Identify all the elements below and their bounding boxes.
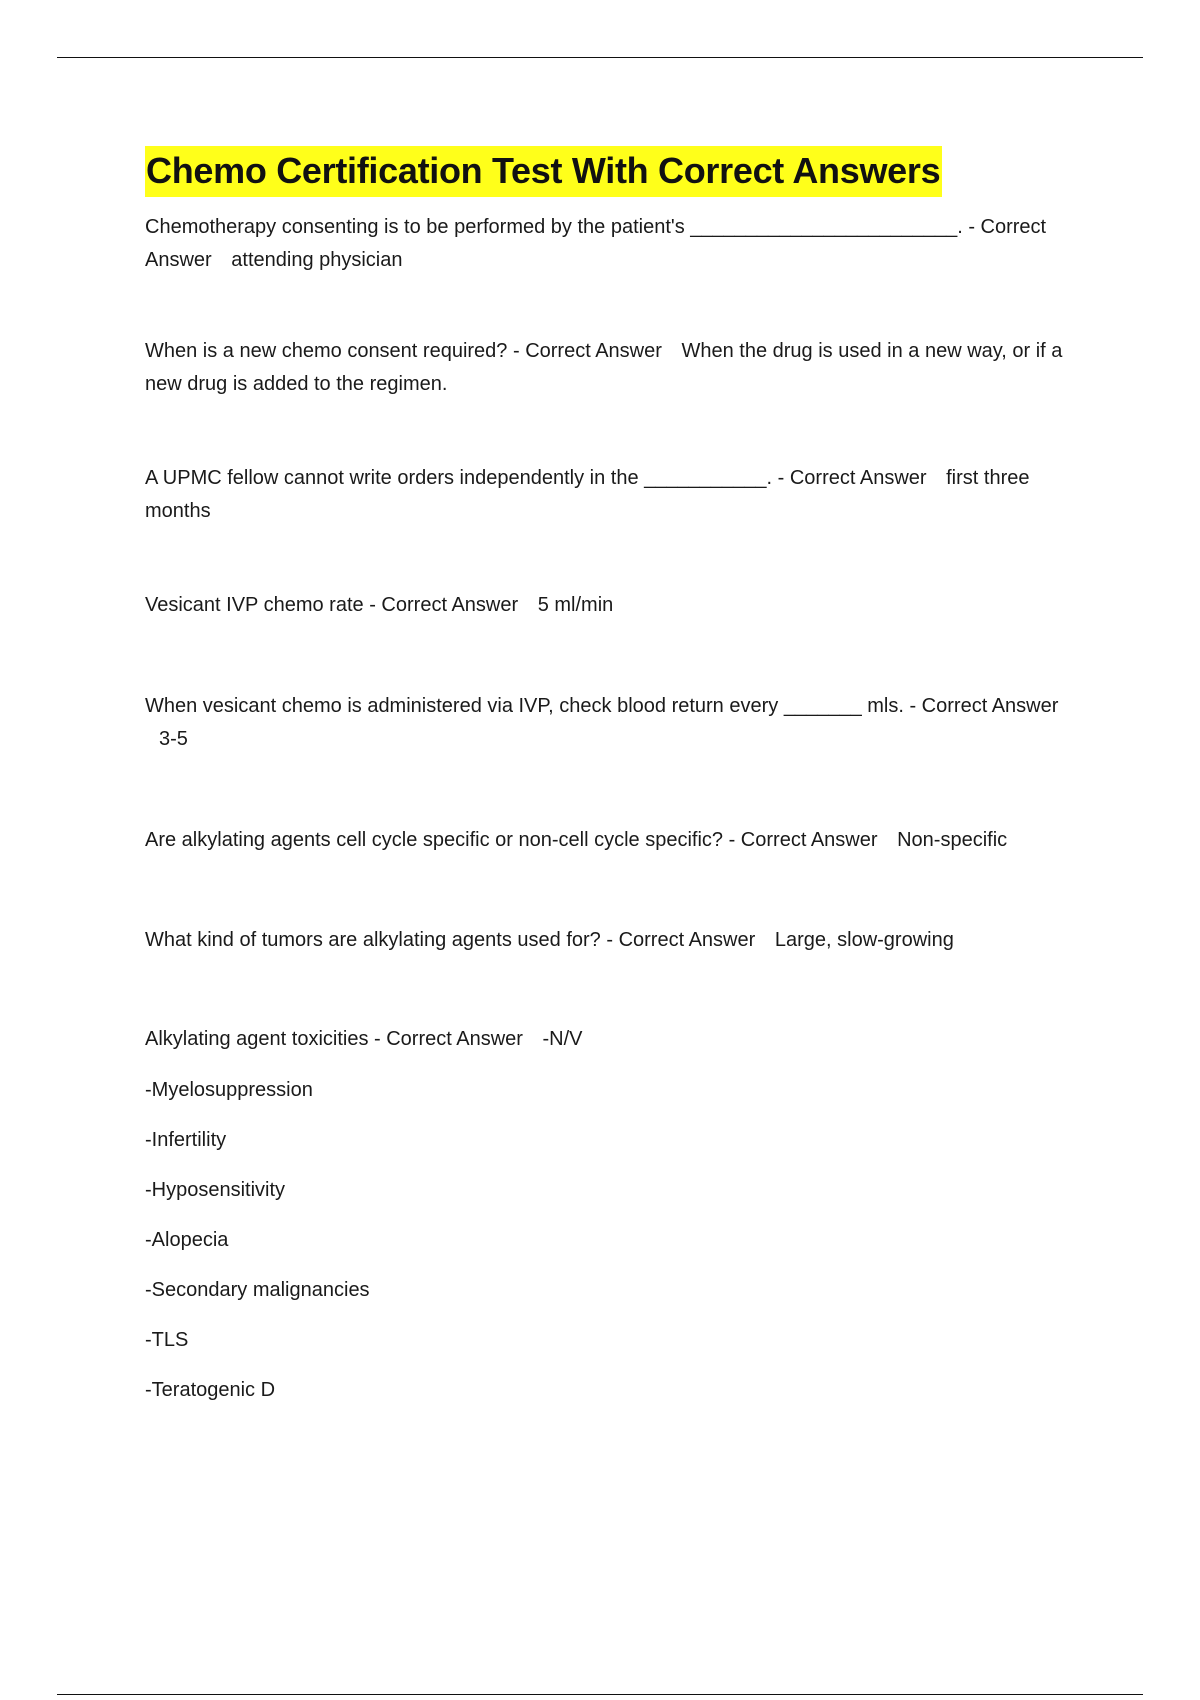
answer-label: - Correct Answer xyxy=(909,695,1059,717)
top-rule xyxy=(57,57,1143,58)
qa-item xyxy=(145,690,1090,756)
question-text: When is a new chemo consent required? xyxy=(145,340,508,362)
answer-text: first three months xyxy=(145,467,1030,522)
answer-label: - Correct Answer xyxy=(374,1028,523,1050)
question-text: Alkylating agent toxicities xyxy=(145,1028,369,1050)
answer-label: - Correct Answer xyxy=(728,829,878,851)
question-text: When vesicant chemo is administered via IVP, check blood return every _______ mls. xyxy=(145,695,904,717)
answer-label: - Correct Answer xyxy=(369,594,519,616)
answer-text: 3-5 xyxy=(159,728,188,750)
list-item: -TLS xyxy=(145,1329,189,1351)
answer-label: - Correct Answer xyxy=(145,216,1047,271)
list-item: -Secondary malignancies xyxy=(145,1279,370,1301)
bottom-rule xyxy=(57,1694,1143,1695)
answer-text: 5 ml/min xyxy=(537,594,614,616)
question-text: Are alkylating agents cell cycle specific or non-cell cycle specific? xyxy=(145,829,724,851)
list-item: -Hyposensitivity xyxy=(145,1179,286,1201)
list-item: -Teratogenic D xyxy=(145,1379,276,1401)
document-title: Chemo Certification Test With Correct Answers xyxy=(145,146,942,197)
question-text: Vesicant IVP chemo rate xyxy=(145,594,364,616)
list-item: -Myelosuppression xyxy=(145,1079,313,1101)
answer-label: - Correct Answer xyxy=(777,467,927,489)
qa-item xyxy=(145,211,1090,277)
answer-text: -N/V xyxy=(542,1028,583,1050)
qa-item xyxy=(145,462,1090,528)
answer-text: Large, slow-growing xyxy=(774,929,954,951)
answer-text: attending physician xyxy=(231,249,403,271)
question-text: Chemotherapy consenting is to be performed by the patient's ________________________. xyxy=(145,216,963,238)
answer-text: Non-specific xyxy=(897,829,1008,851)
answer-label: - Correct Answer xyxy=(606,929,756,951)
qa-item xyxy=(145,589,1090,622)
document-body xyxy=(145,146,1090,1404)
list-item: -Alopecia xyxy=(145,1229,229,1251)
answer-label: - Correct Answer xyxy=(512,340,662,362)
qa-item xyxy=(145,335,1090,401)
list-item: -Infertility xyxy=(145,1129,227,1151)
answer-text: When the drug is used in a new way, or if a new drug is added to the regimen. xyxy=(145,340,1063,395)
toxicity-list xyxy=(145,1076,1090,1404)
qa-item xyxy=(145,924,1090,957)
question-text: A UPMC fellow cannot write orders independently in the ___________. xyxy=(145,467,773,489)
qa-item xyxy=(145,1023,1090,1056)
qa-item xyxy=(145,824,1090,857)
question-text: What kind of tumors are alkylating agents used for? xyxy=(145,929,601,951)
